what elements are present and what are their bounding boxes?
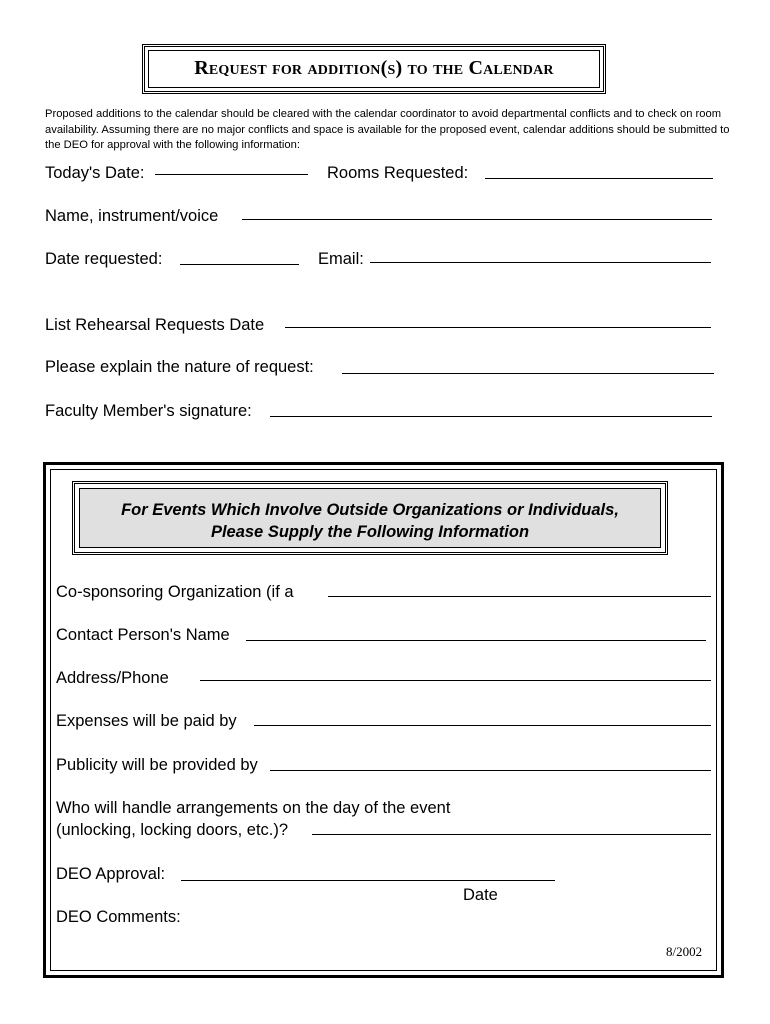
expenses-field[interactable] [254,725,711,726]
nature-label: Please explain the nature of request: [45,358,314,376]
faculty-signature-field[interactable] [270,416,712,417]
contact-person-field[interactable] [246,640,706,641]
intro-paragraph: Proposed additions to the calendar should be cleared with the calendar coordinator to avoid departmental conflicts and to check on room availability. Assuming there are no major conflicts and space is available for the proposed event, calendar additions should be submitted to the DEO for approval with the following information: [45,108,730,152]
deo-approval-date-caption: Date [463,886,498,904]
contact-person-label: Contact Person's Name [56,626,230,644]
arrangements-label-line-1: Who will handle arrangements on the day of the event [56,799,451,817]
todays-date-field[interactable] [155,174,308,175]
cosponsoring-label: Co-sponsoring Organization (if a [56,583,294,601]
rooms-requested-label: Rooms Requested: [327,164,469,182]
outside-organizations-banner [72,481,668,555]
title-box [142,44,606,94]
expenses-label: Expenses will be paid by [56,712,237,730]
faculty-signature-label: Faculty Member's signature: [45,402,252,420]
deo-comments-label: DEO Comments: [56,908,181,926]
cosponsoring-field[interactable] [328,596,711,597]
deo-approval-label: DEO Approval: [56,865,166,883]
page-title: Request for addition(s) to the Calendar [194,57,554,79]
email-label: Email: [318,250,364,268]
rehearsal-label: List Rehearsal Requests Date [45,316,265,334]
publicity-label: Publicity will be provided by [56,756,258,774]
deo-approval-field[interactable] [181,880,555,881]
todays-date-label: Today's Date: [45,164,145,182]
banner-fill [79,488,661,548]
form-version: 8/2002 [666,944,703,959]
nature-field[interactable] [342,373,714,374]
date-requested-label: Date requested: [45,250,163,268]
rehearsal-field[interactable] [285,327,711,328]
publicity-field[interactable] [270,770,711,771]
email-field[interactable] [370,262,711,263]
arrangements-field[interactable] [312,834,711,835]
address-phone-field[interactable] [200,680,711,681]
name-instrument-field[interactable] [242,219,712,220]
name-instrument-label: Name, instrument/voice [45,207,219,225]
arrangements-label-line-2: (unlocking, locking doors, etc.)? [56,821,289,839]
address-phone-label: Address/Phone [56,669,169,687]
banner-line-1: For Events Which Involve Outside Organizations or Individuals, [121,501,619,519]
date-requested-field[interactable] [180,264,299,265]
rooms-requested-field[interactable] [485,178,713,179]
banner-line-2: Please Supply the Following Information [210,523,530,541]
